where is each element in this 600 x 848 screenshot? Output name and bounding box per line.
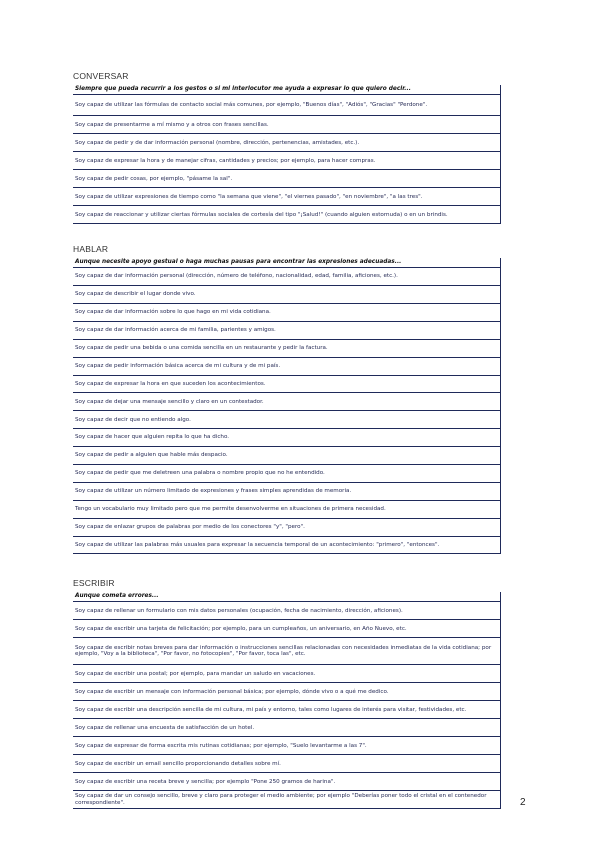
table-row: Soy capaz de escribir una descripción sencilla de mi cultura, mi país y entorno, tales como lugares de interés para visitar, festividades, etc. — [73, 701, 500, 719]
table-row: Soy capaz de enlazar grupos de palabras por medio de los conectores "y", "pero". — [73, 519, 500, 537]
table-row: Soy capaz de escribir una receta breve y sencilla; por ejemplo "Pone 250 gramos de harina". — [73, 773, 500, 791]
table-row: Soy capaz de dar información sobre lo que hago en mi vida cotidiana. — [73, 304, 500, 322]
table-row: Soy capaz de pedir a alguien que hable más despacio. — [73, 447, 500, 465]
table-header: Aunque necesite apoyo gestual o haga muchas pausas para encontrar las expresiones adecuadas... — [73, 258, 500, 268]
section-hablar — [73, 244, 500, 554]
table-row: Soy capaz de describir el lugar donde vivo. — [73, 286, 500, 304]
table-header: Aunque cometa errores... — [73, 592, 500, 602]
table-row: Soy capaz de utilizar las palabras más usuales para expresar la secuencia temporal de un acontecimiento: "primero", "entonces". — [73, 537, 500, 555]
table-row: Soy capaz de utilizar las fórmulas de contacto social más comunes, por ejemplo, "Buenos días", "Adiós", "Gracias" "Perdone". — [73, 95, 500, 116]
table-row: Soy capaz de pedir información básica acerca de mi cultura y de mi país. — [73, 358, 500, 376]
table-row: Soy capaz de escribir un mensaje con información personal básica; por ejemplo, dónde vivo o a qué me dedico. — [73, 683, 500, 701]
table-row: Soy capaz de reaccionar y utilizar ciertas fórmulas sociales de cortesía del tipo "¡Salud!" (cuando alguien estornuda) o en un brindis. — [73, 206, 500, 224]
table-hablar — [73, 258, 501, 554]
section-title: CONVERSAR — [73, 71, 129, 81]
page-number: 2 — [520, 797, 526, 808]
table-row: Soy capaz de utilizar un número limitado de expresiones y frases simples aprendidas de memoria. — [73, 483, 500, 501]
table-row: Soy capaz de pedir que me deletreen una palabra o nombre propio que no he entendido. — [73, 465, 500, 483]
table-row: Soy capaz de pedir cosas, por ejemplo, "pásame la sal". — [73, 170, 500, 188]
table-row: Soy capaz de dejar una mensaje sencillo y claro en un contestador. — [73, 393, 500, 411]
section-conversar — [73, 71, 500, 224]
section-title: ESCRIBIR — [73, 578, 115, 588]
table-row: Soy capaz de decir que no entiendo algo. — [73, 411, 500, 429]
table-row: Soy capaz de pedir una bebida o una comida sencilla en un restaurante y pedir la factura. — [73, 340, 500, 358]
table-row: Soy capaz de dar información personal (dirección, número de teléfono, nacionalidad, edad, familia, aficiones, etc.). — [73, 268, 500, 286]
table-row: Soy capaz de expresar la hora y de manejar cifras, cantidades y precios; por ejemplo, para hacer compras. — [73, 152, 500, 170]
table-row: Soy capaz de presentarme a mí mismo y a otros con frases sencillas. — [73, 116, 500, 134]
table-row: Soy capaz de rellenar un formulario con mis datos personales (ocupación, fecha de nacimiento, dirección, aficiones). — [73, 602, 500, 620]
table-row: Soy capaz de dar información acerca de mi familia, parientes y amigos. — [73, 322, 500, 340]
table-row: Soy capaz de escribir una tarjeta de felicitación; por ejemplo, para un cumpleaños, un aniversario, en Año Nuevo, etc. — [73, 620, 500, 638]
table-row: Soy capaz de escribir una postal; por ejemplo, para mandar un saludo en vacaciones. — [73, 665, 500, 683]
section-title: HABLAR — [73, 244, 109, 254]
table-row: Tengo un vocabulario muy limitado pero que me permite desenvolverme en situaciones de primera necesidad. — [73, 501, 500, 519]
table-row: Soy capaz de expresar la hora en que suceden los acontecimientos. — [73, 376, 500, 394]
table-header: Siempre que pueda recurrir a los gestos o si mi interlocutor me ayuda a expresar lo que quiero decir... — [73, 85, 500, 95]
table-row: Soy capaz de escribir notas breves para dar información o instrucciones sencillas relacionadas con necesidades inmediatas de la vida cotidiana; por ejemplo, "Voy a la biblioteca", "Por favor, no fotocopies", "Por favor, toca las", etc. — [73, 638, 500, 665]
table-row: Soy capaz de escribir un email sencillo proporcionando detalles sobre mí. — [73, 755, 500, 773]
table-row: Soy capaz de expresar de forma escrita mis rutinas cotidianas; por ejemplo, "Suelo levantarme a las 7". — [73, 737, 500, 755]
section-escribir — [73, 578, 500, 809]
table-row: Soy capaz de pedir y de dar información personal (nombre, dirección, pertenencias, amistades, etc.). — [73, 134, 500, 152]
table-row: Soy capaz de hacer que alguien repita lo que ha dicho. — [73, 429, 500, 447]
table-row: Soy capaz de dar un consejo sencillo, breve y claro para proteger el medio ambiente; por ejemplo "Deberías poner todo el cristal en el contenedor correspondiente". — [73, 791, 500, 809]
table-escribir — [73, 592, 501, 809]
table-row: Soy capaz de utilizar expresiones de tiempo como "la semana que viene", "el viernes pasado", "en noviembre", "a las tres". — [73, 188, 500, 206]
table-conversar — [73, 85, 501, 224]
table-row: Soy capaz de rellenar una encuesta de satisfacción de un hotel. — [73, 719, 500, 737]
